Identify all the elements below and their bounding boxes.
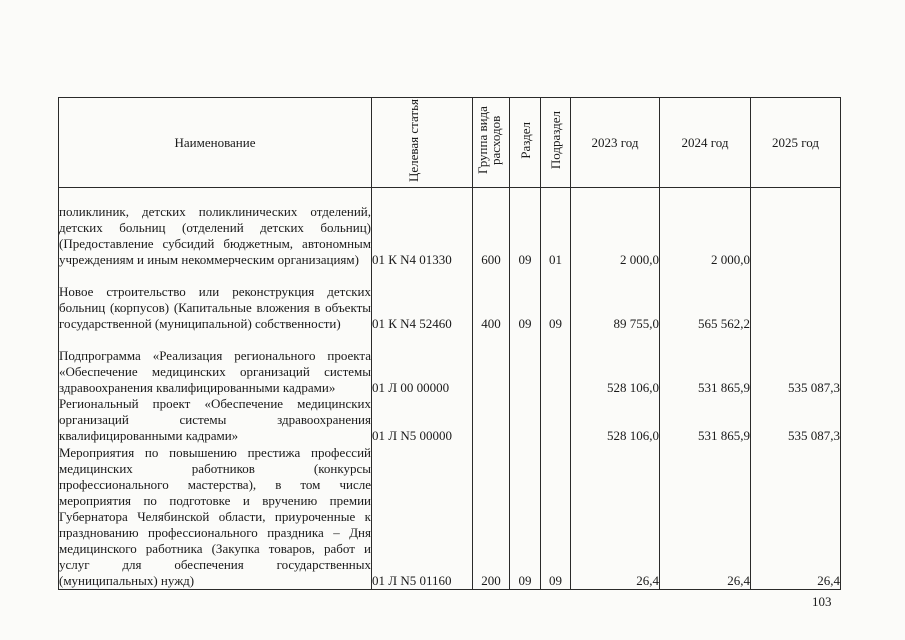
- row-code: 01 К N4 52460: [372, 268, 473, 332]
- row-group: 200: [473, 444, 510, 590]
- header-year-2025: 2025 год: [751, 98, 841, 188]
- budget-table: [58, 97, 841, 590]
- table-row: [59, 396, 841, 444]
- table-row: [59, 444, 841, 590]
- row-2024: 531 865,9: [660, 332, 751, 396]
- row-subsection: [541, 332, 571, 396]
- header-year-2024: 2024 год: [660, 98, 751, 188]
- header-subsection: Подраздел: [541, 98, 571, 188]
- table-row: [59, 188, 841, 268]
- row-section: 09: [510, 188, 541, 268]
- header-name: Наименование: [59, 98, 372, 188]
- row-subsection: [541, 396, 571, 444]
- row-2024: 2 000,0: [660, 188, 751, 268]
- row-2024: 531 865,9: [660, 396, 751, 444]
- header-section: Раздел: [510, 98, 541, 188]
- row-2025: [751, 188, 841, 268]
- header-year-2023: 2023 год: [571, 98, 660, 188]
- row-2023: 528 106,0: [571, 332, 660, 396]
- row-2025: 535 087,3: [751, 332, 841, 396]
- row-subsection: 09: [541, 444, 571, 590]
- row-name: Мероприятия по повышению престижа профессий медицинских работников (конкурсы профессионального мастерства), в том числе мероприятия по подготовке и вручению премии Губернатора Челябинской области, приуроченные к празднованию профессионального праздника – Дня медицинского работника (Закупка товаров, работ и услуг для обеспечения государственных (муниципальных) нужд): [59, 445, 371, 588]
- row-2023: 26,4: [571, 444, 660, 590]
- header-target-article: Целевая статья: [372, 98, 473, 188]
- row-2025: 535 087,3: [751, 396, 841, 444]
- row-group: 600: [473, 188, 510, 268]
- row-code: 01 Л N5 01160: [372, 444, 473, 590]
- row-name: Новое строительство или реконструкция детских больниц (корпусов) (Капитальные вложения в объекты государственной (муниципальной) собственности): [59, 268, 372, 332]
- row-2024: 565 562,2: [660, 268, 751, 332]
- row-2023: 528 106,0: [571, 396, 660, 444]
- row-name: Подпрограмма «Реализация регионального проекта «Обеспечение медицинских организаций системы здравоохранения квалифицированными кадрами»: [59, 332, 372, 396]
- row-group: [473, 332, 510, 396]
- row-section: 09: [510, 444, 541, 590]
- page-number: 103: [812, 594, 832, 609]
- row-section: [510, 396, 541, 444]
- row-section: 09: [510, 268, 541, 332]
- row-code: 01 Л 00 00000: [372, 332, 473, 396]
- table-row: [59, 332, 841, 396]
- row-section: [510, 332, 541, 396]
- row-name: поликлиник, детских поликлинических отделений, детских больниц (отделений детских больниц) (Предоставление субсидий бюджетным, автономным учреждениям и иным некоммерческим организациям): [59, 188, 372, 268]
- row-code: 01 К N4 01330: [372, 188, 473, 268]
- header-expense-group: Группа вида расходов: [473, 98, 510, 188]
- row-2024: 26,4: [660, 444, 751, 590]
- row-subsection: 09: [541, 268, 571, 332]
- row-2023: 89 755,0: [571, 268, 660, 332]
- table-header-row: [59, 98, 841, 188]
- row-group: [473, 396, 510, 444]
- row-group: 400: [473, 268, 510, 332]
- table-row: [59, 268, 841, 332]
- row-code: 01 Л N5 00000: [372, 396, 473, 444]
- row-subsection: 01: [541, 188, 571, 268]
- row-name: Региональный проект «Обеспечение медицинских организаций системы здравоохранения квалифицированными кадрами»: [59, 395, 371, 443]
- row-2025: 26,4: [751, 444, 841, 590]
- row-2025: [751, 268, 841, 332]
- row-2023: 2 000,0: [571, 188, 660, 268]
